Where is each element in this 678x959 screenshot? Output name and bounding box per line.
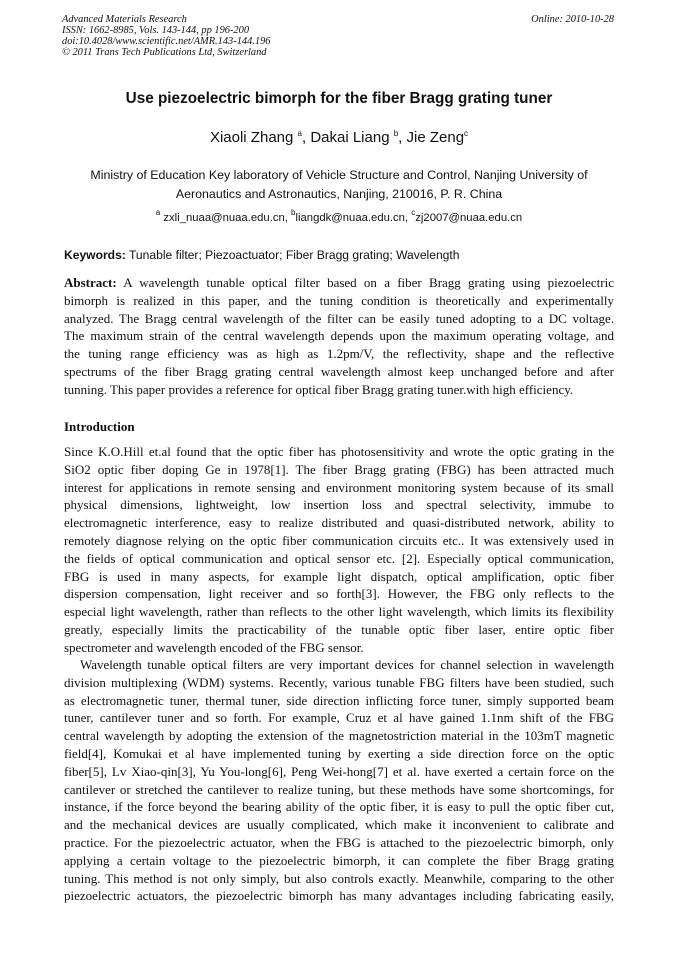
text-line: cantilever or stretched the cantilever to realize tuning, but these methods have some shortcomings, for	[64, 781, 614, 797]
text-line: instance, if the force beyond the bearing ability of the optic fiber, it is easy to pull the optic fiber cut,	[64, 799, 614, 815]
text-line: spectrums of the fiber Bragg grating central wavelength almost keep unchanged before and after	[64, 363, 614, 379]
text-line: spectrometer and wavelength encoded of the FBG sensor.	[64, 639, 364, 655]
issn: ISSN: 1662-8985, Vols. 143-144, pp 196-200	[62, 25, 250, 36]
text-line: Wavelength tunable optical filters are very important devices for channel selection in wavelength	[80, 657, 614, 672]
author-name: Xiaoli Zhang	[209, 129, 294, 146]
text-line: tunning. This paper provides a reference for optical fiber Bragg grating tuner.with high efficiency.	[64, 381, 574, 397]
journal-header	[62, 14, 270, 58]
text-line: field[4], Komukai et al have implemented tuning by exerting a side direction force on the optic	[64, 745, 614, 761]
author-name: Dakai Liang	[310, 129, 390, 146]
email[interactable]: zxli_nuaa@nuaa.edu.cn	[163, 212, 285, 224]
text-line: SiO2 optic fiber doping Ge in 1978[1]. The fiber Bragg grating (FBG) has been attracted much	[64, 461, 614, 477]
text-line: especial light wavelength, rather than reflects to the other light wavelength, which limits its flexibility	[64, 604, 614, 620]
text-line: physical dimensions, lightweight, low insertion loss and spectral selectivity, immube to	[64, 497, 614, 513]
affiliation-line: Ministry of Education Key laboratory of Vehicle Structure and Control, Nanjing University of	[90, 168, 588, 182]
abstract-label: Abstract:	[64, 275, 117, 290]
text-line: central wavelength by adopting the extension of the magnetostriction material in the 103mT magnetic	[64, 728, 614, 744]
email-list: $^a$ zxli_nuaa@nuaa.edu.cn, $^b$liangdk@nuaa.edu.cn, $^c$zj2007@nuaa.edu.cn	[155, 208, 523, 224]
keywords	[64, 248, 460, 262]
text-line: as electromagnetic tuner, thermal tuner, side direction inflicting force tuner, simply supported beam	[64, 692, 614, 708]
text-line: analyzed. The Bragg central wavelength of the filter can be easily tuned adopting to a DC voltage.	[64, 310, 614, 326]
author-sup: a	[297, 129, 302, 138]
doi: doi:10.4028/www.scientific.net/AMR.143-144.196	[62, 36, 271, 47]
text-line: the fields of optical communication and optical sensor etc. [2]. Especially optical communication,	[64, 550, 614, 566]
author-sup: b	[393, 129, 399, 138]
text-line: The maximum strain of the central wavelength depends upon the maximum operating voltage, and	[64, 328, 614, 344]
text-line: and the mechanical devices are usually complicated, which make it inconvenient to calibrate and	[64, 817, 614, 833]
text-line: dispersion compensation, light receiver and so forth[3]. However, the FBG only reflects to the	[64, 586, 614, 602]
author-name: Jie Zeng	[406, 129, 465, 146]
affiliation	[64, 166, 614, 203]
online-date: Online: 2010-10-28	[531, 14, 614, 25]
keywords-text: Tunable filter; Piezoactuator; Fiber Bragg grating; Wavelength	[128, 248, 460, 262]
email[interactable]: liangdk@nuaa.edu.cn	[295, 212, 405, 224]
email-sup: b	[291, 208, 296, 217]
journal-name: Advanced Materials Research	[62, 14, 187, 25]
text-line: applying a certain voltage to the piezoelectric bimorph, it can complete the fiber Bragg grating	[64, 852, 614, 868]
affiliation-line: Aeronautics and Astronautics, Nanjing, 210016, P. R. China	[175, 186, 503, 201]
text-line: electromagnetic interference, easy to realize distributed and quasi-distributed network, ability to	[64, 515, 614, 531]
abstract-text: A wavelength tunable optical filter based on a fiber Bragg grating using piezoelectric	[123, 275, 614, 290]
intro-paragraph-1	[64, 443, 614, 657]
keywords-label: Keywords:	[64, 248, 126, 262]
text-line: FBG is used in many aspects, for example light dispatch, optical amplification, optic fiber	[64, 568, 614, 584]
text-line	[64, 274, 614, 292]
abstract	[64, 274, 614, 399]
email-sup: c	[411, 208, 416, 217]
paper-title: Use piezoelectric bimorph for the fiber Bragg grating tuner	[125, 90, 553, 107]
text-line: the tuning range efficiency was as high as 1.2pm/V, the reflectivity, shape and the reflective	[64, 346, 614, 362]
text-line: tuner, cantilever tuner and so forth. For example, Cruz et al have gained 1.1nm shift of the FBG	[64, 710, 614, 726]
email[interactable]: zj2007@nuaa.edu.cn	[415, 212, 523, 224]
text-line: bimorph is realized in this paper, and the tuning condition is theoretically and experimentally	[64, 292, 614, 308]
text-line: piezoelectric actuators, the piezoelectric bimorph has many advantages including fabricating easily,	[64, 888, 614, 904]
author-sup: c	[464, 129, 469, 138]
intro-paragraph-2	[64, 656, 614, 905]
section-heading-introduction: Introduction	[64, 419, 135, 434]
text-line: division multiplexing (WDM) systems. Recently, various tunable FBG filters have been studied, such	[64, 674, 614, 690]
text-line: remotely diagnose relying on the optic fiber communication circuits etc.. It was extensively used in	[64, 532, 614, 548]
text-line: Since K.O.Hill et.al found that the optic fiber has photosensitivity and wrote the optic grating in the	[64, 444, 614, 459]
text-line: practice. For the piezoelectric actuator, when the FBG is attached to the piezoelectric bimorph, only	[64, 834, 614, 850]
author-list: Xiaoli Zhang $^a$, Dakai Liang $^b$, Jie Zeng$^c$	[209, 129, 469, 146]
text-line: tuning. This method is not only simply, but also controls exactly. Meanwhile, comparing to the other	[64, 870, 614, 886]
text-line: interest for applications in remote sensing and environment monitoring system because of its small	[64, 479, 614, 495]
copyright: © 2011 Trans Tech Publications Ltd, Switzerland	[62, 47, 267, 58]
text-line: greatly, especially limits the practicability of the tunable optic fiber laser, entire optic fiber	[64, 621, 614, 637]
email-sup: a	[155, 208, 161, 217]
text-line: fiber[5], Lv Xiao-qin[3], Yu You-long[6], Peng Wei-hong[7] et al. have exerted a certain force on the	[64, 763, 614, 779]
